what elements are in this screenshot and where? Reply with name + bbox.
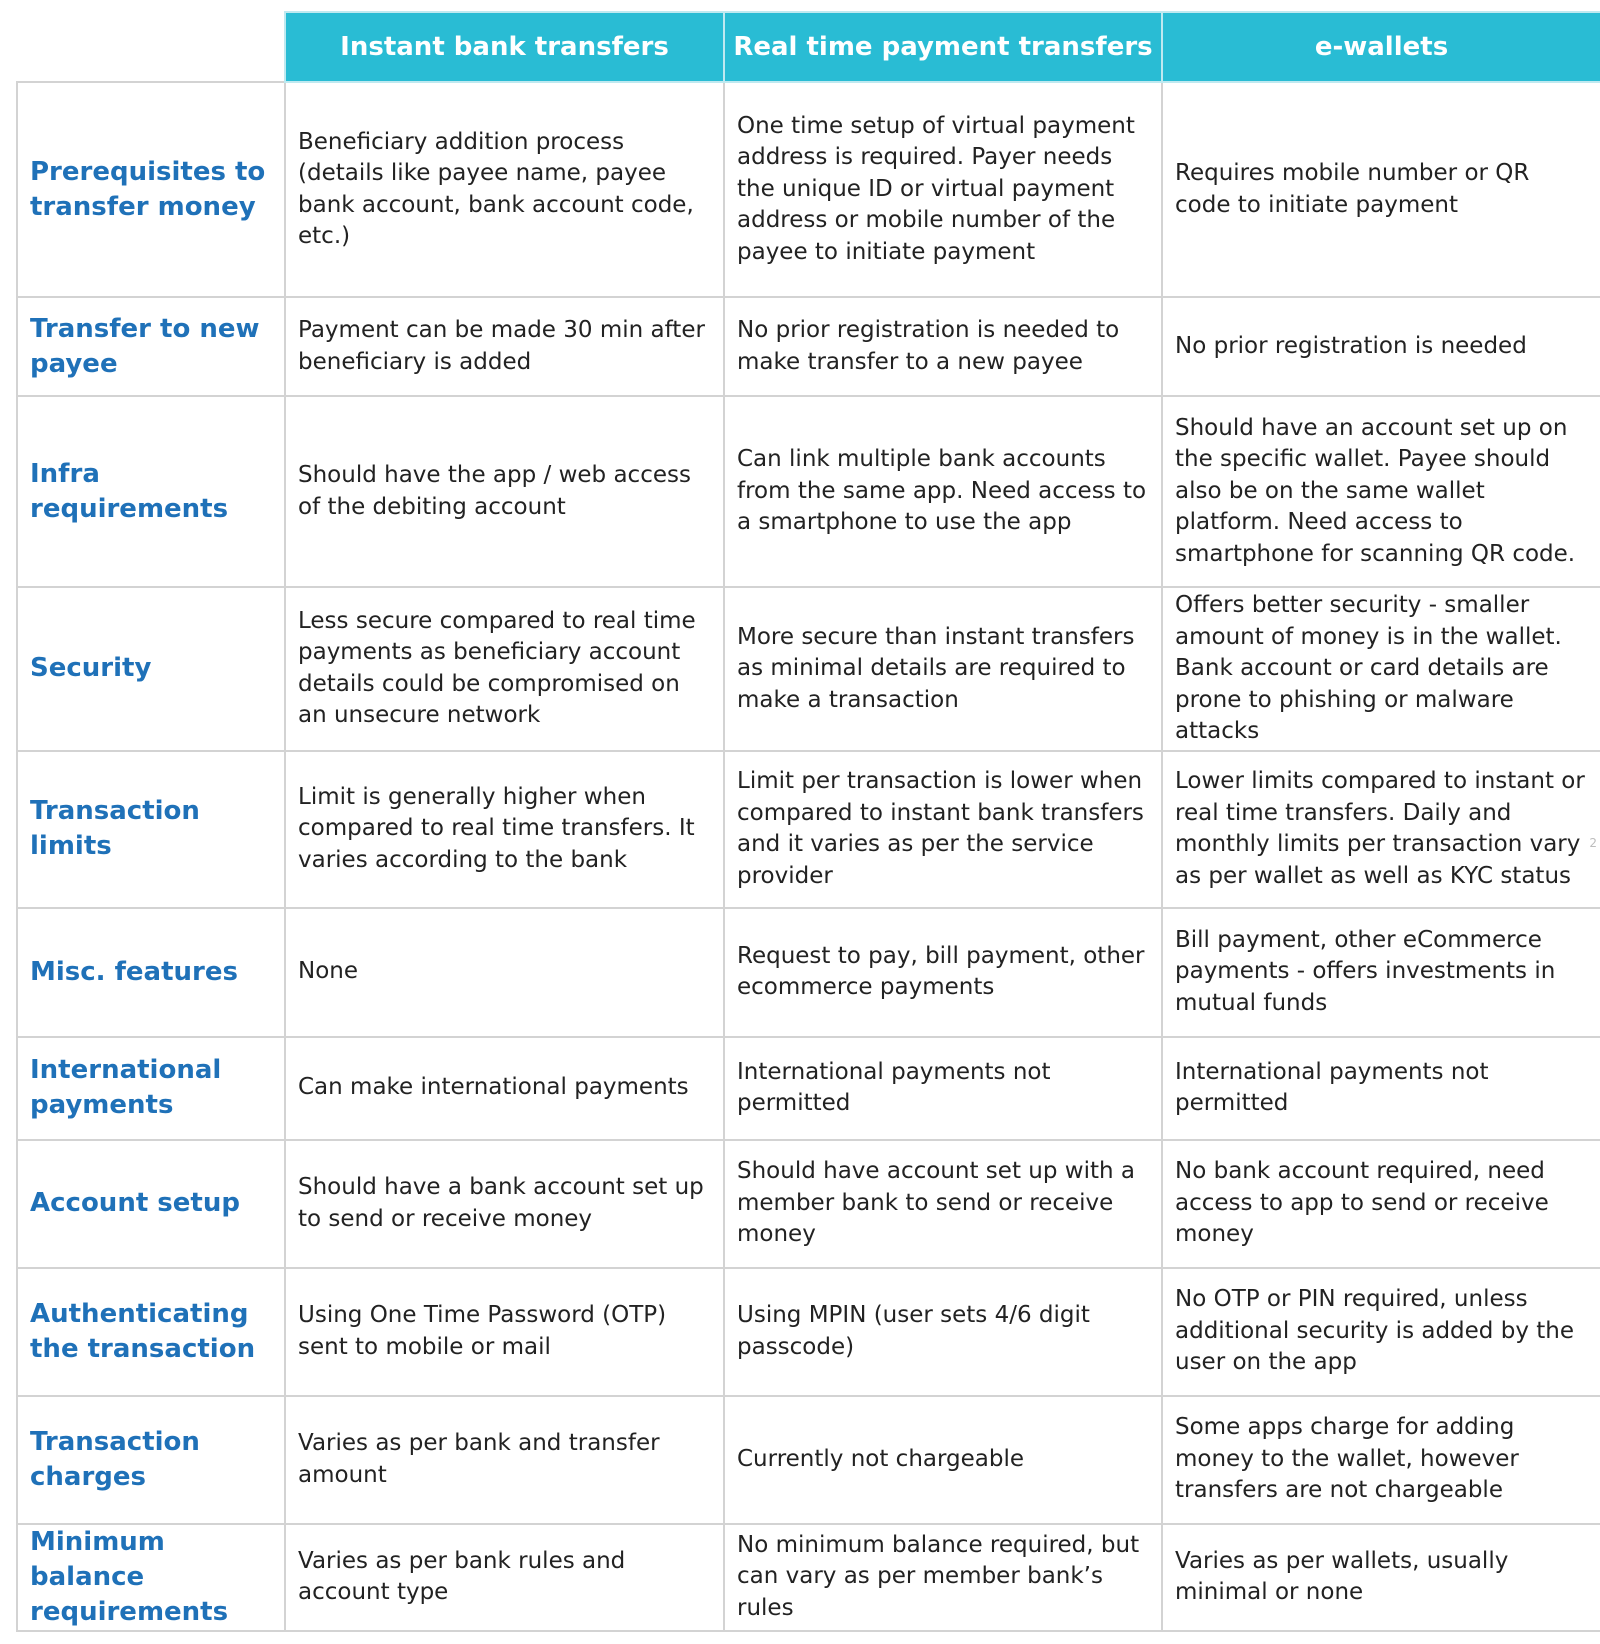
row-label: Transaction charges (17, 1396, 285, 1524)
table-row (17, 297, 1600, 396)
table-cell: More secure than instant transfers as minimal details are required to make a transaction (724, 587, 1162, 751)
table-row (17, 1396, 1600, 1524)
row-label: Transfer to new payee (17, 297, 285, 396)
row-label: Minimum balance requirements (17, 1524, 285, 1631)
table-cell: International payments not permitted (1162, 1037, 1600, 1140)
table-cell: Beneficiary addition process (details like payee name, payee bank account, bank account code, etc.) (285, 82, 724, 297)
table-cell: Can link multiple bank accounts from the same app. Need access to a smartphone to use the app (724, 396, 1162, 587)
row-label: Security (17, 587, 285, 751)
table-cell: No prior registration is needed (1162, 297, 1600, 396)
table-cell: Using MPIN (user sets 4/6 digit passcode) (724, 1268, 1162, 1396)
table-cell: No prior registration is needed to make transfer to a new payee (724, 297, 1162, 396)
table-cell: Should have account set up with a member bank to send or receive money (724, 1140, 1162, 1268)
table-cell: Varies as per wallets, usually minimal or none (1162, 1524, 1600, 1631)
table-cell: Lower limits compared to instant or real time transfers. Daily and monthly limits per transaction vary as per wallet as well as KYC status (1162, 751, 1600, 908)
row-label: International payments (17, 1037, 285, 1140)
table-cell: Bill payment, other eCommerce payments - offers investments in mutual funds (1162, 908, 1600, 1037)
table-row (17, 396, 1600, 587)
table-row (17, 1037, 1600, 1140)
header-row (17, 12, 1600, 82)
table-row (17, 1524, 1600, 1631)
table-cell: No minimum balance required, but can vary as per member bank’s rules (724, 1524, 1162, 1631)
table-cell: Using One Time Password (OTP) sent to mobile or mail (285, 1268, 724, 1396)
table-row (17, 587, 1600, 751)
table-cell: Varies as per bank rules and account type (285, 1524, 724, 1631)
row-label: Transaction limits (17, 751, 285, 908)
table-row (17, 751, 1600, 908)
table-cell: Offers better security - smaller amount of money is in the wallet. Bank account or card details are prone to phishing or malware attacks (1162, 587, 1600, 751)
table-cell: One time setup of virtual payment address is required. Payer needs the unique ID or virtual payment address or mobile number of the payee to initiate payment (724, 82, 1162, 297)
row-label: Authenticating the transaction (17, 1268, 285, 1396)
table-cell: Limit per transaction is lower when compared to instant bank transfers and it varies as per the service provider (724, 751, 1162, 908)
table-cell: Limit is generally higher when compared to real time transfers. It varies according to the bank (285, 751, 724, 908)
table-row (17, 82, 1600, 297)
table-cell: Requires mobile number or QR code to initiate payment (1162, 82, 1600, 297)
row-label: Misc. features (17, 908, 285, 1037)
table-cell: Can make international payments (285, 1037, 724, 1140)
table-cell: Less secure compared to real time payments as beneficiary account details could be compromised on an unsecure network (285, 587, 724, 751)
column-header-e-wallets: e-wallets (1162, 12, 1600, 82)
table-row (17, 1268, 1600, 1396)
comparison-table (16, 11, 1600, 1632)
table-cell: No bank account required, need access to app to send or receive money (1162, 1140, 1600, 1268)
table-cell: Some apps charge for adding money to the wallet, however transfers are not chargeable (1162, 1396, 1600, 1524)
table-cell: No OTP or PIN required, unless additional security is added by the user on the app (1162, 1268, 1600, 1396)
row-label: Account setup (17, 1140, 285, 1268)
corner-cell (17, 12, 285, 82)
row-label: Prerequisites to transfer money (17, 82, 285, 297)
table-cell: Should have the app / web access of the debiting account (285, 396, 724, 587)
table-row (17, 1140, 1600, 1268)
row-label: Infra requirements (17, 396, 285, 587)
table-cell: None (285, 908, 724, 1037)
column-header-real-time-payment-transfers: Real time payment transfers (724, 12, 1162, 82)
table-row (17, 908, 1600, 1037)
table-cell: Varies as per bank and transfer amount (285, 1396, 724, 1524)
table-cell: Payment can be made 30 min after beneficiary is added (285, 297, 724, 396)
table-cell: Request to pay, bill payment, other ecommerce payments (724, 908, 1162, 1037)
table-cell: Should have an account set up on the specific wallet. Payee should also be on the same wallet platform. Need access to smartphone for scanning QR code. (1162, 396, 1600, 587)
table-cell: Currently not chargeable (724, 1396, 1162, 1524)
column-header-instant-bank-transfers: Instant bank transfers (285, 12, 724, 82)
table-cell: International payments not permitted (724, 1037, 1162, 1140)
page-number-marker: 2 (1589, 836, 1597, 850)
table-cell: Should have a bank account set up to send or receive money (285, 1140, 724, 1268)
